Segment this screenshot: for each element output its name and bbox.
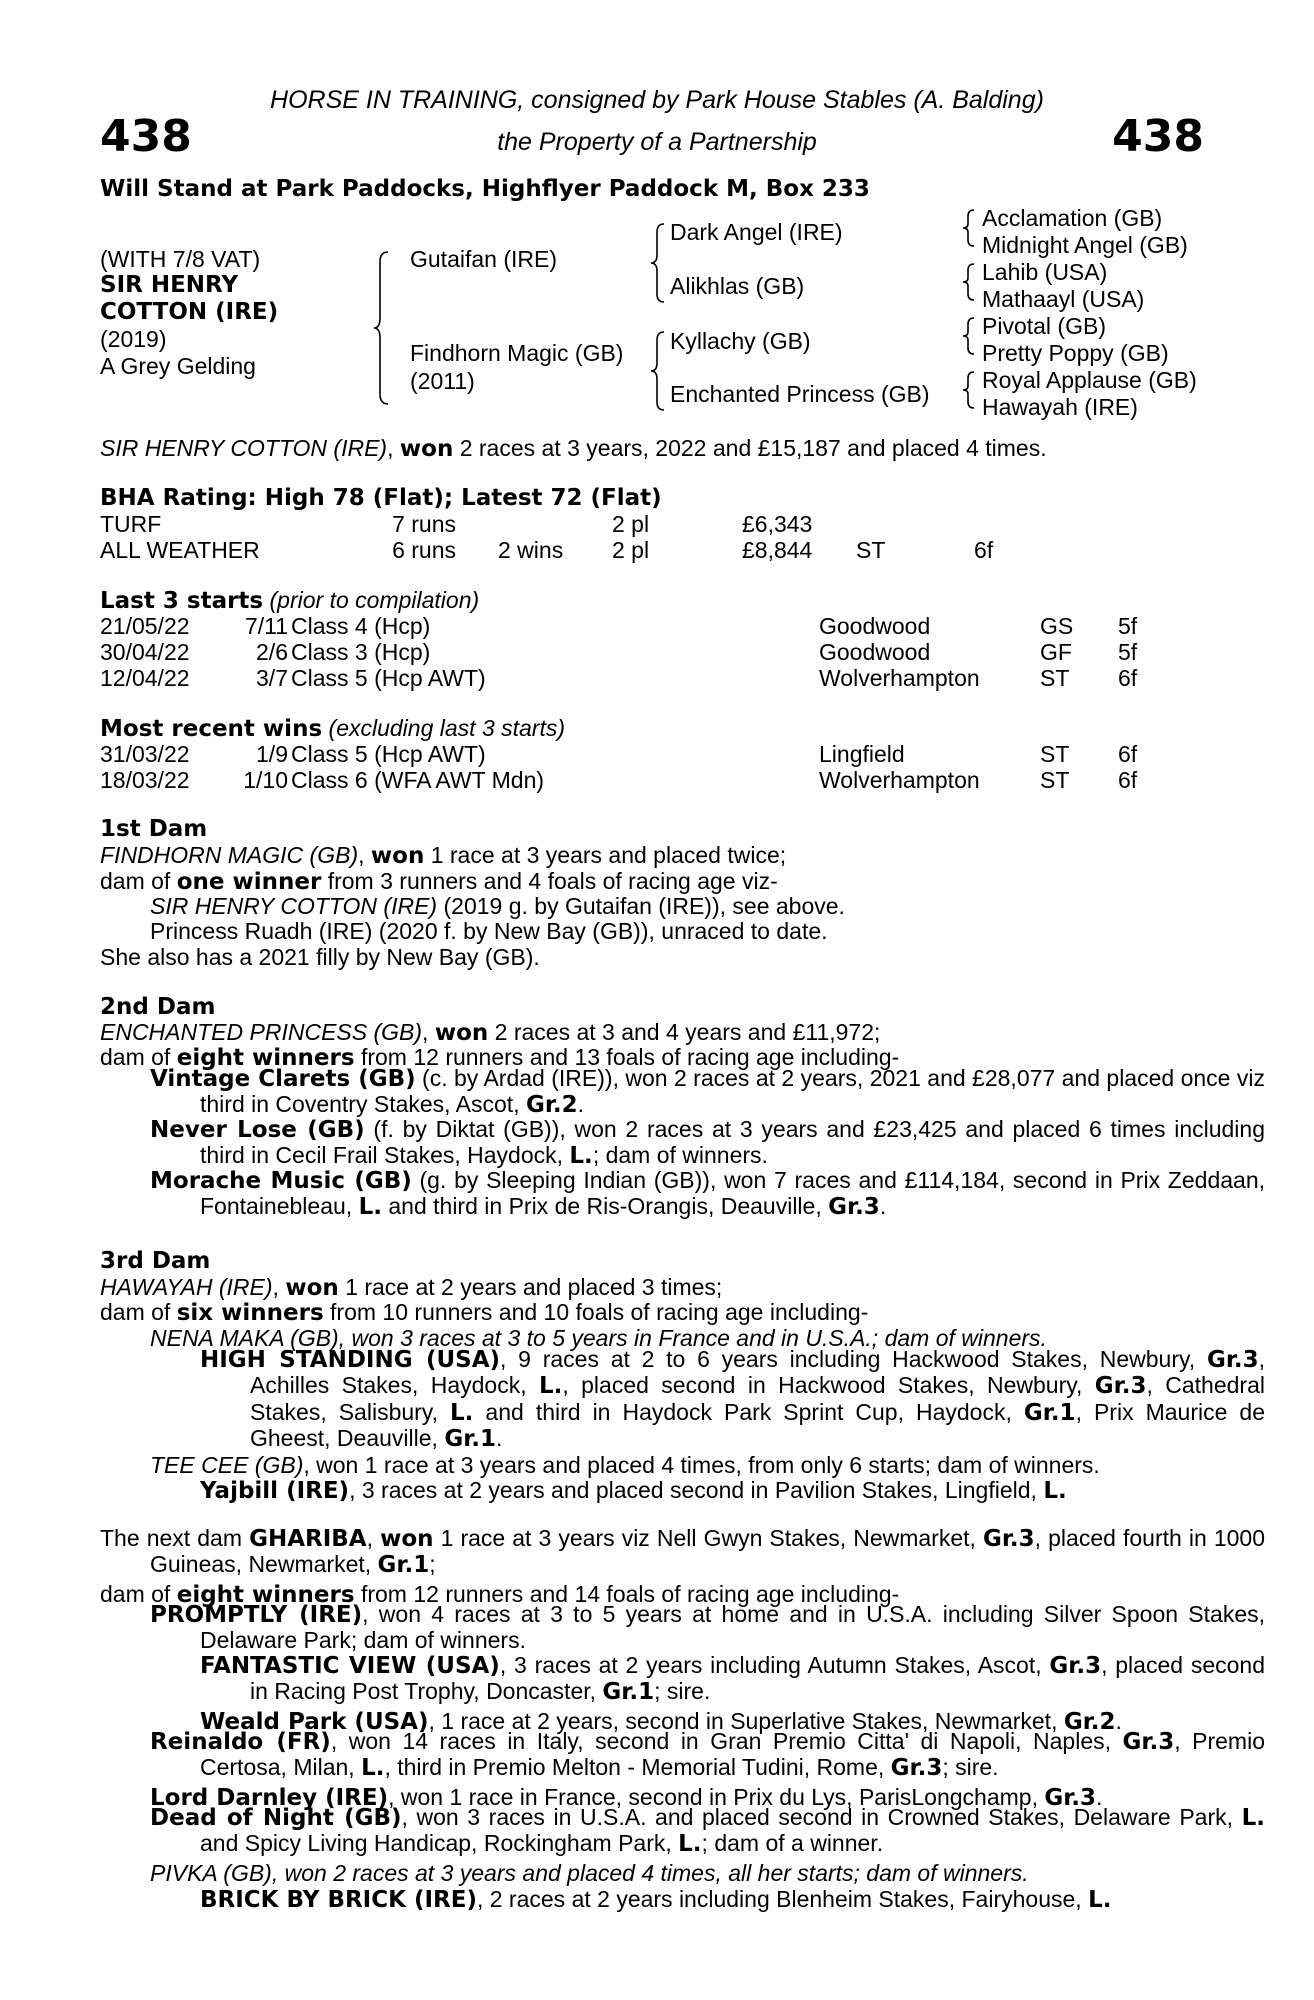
dam3-foal-nena-maka: NENA MAKA (GB), won 3 races at 3 to 5 years in France and in U.S.A.; dam of winners. — [150, 1325, 1047, 1351]
dam1-foal-1-name: SIR HENRY COTTON (IRE) — [150, 893, 438, 919]
next-dam-won: won — [380, 1526, 434, 1552]
grade: Gr.3 — [1206, 1347, 1259, 1373]
horse-name-line2: COTTON (IRE) — [100, 299, 279, 325]
foal-text: , 3 races at 2 years and placed second in Pavilion Stakes, Lingfield, — [349, 1477, 1044, 1503]
foal-name: TEE CEE (GB) — [150, 1452, 304, 1478]
win-going: ST — [1040, 741, 1070, 767]
foal-end: . — [577, 1091, 585, 1118]
pedigree-g5: Pivotal (GB) — [982, 313, 1106, 339]
dam2-foal-morache-music — [150, 1168, 1265, 1221]
pedigree-main-brace — [372, 248, 392, 408]
foal-name: Vintage Clarets (GB) — [150, 1066, 416, 1092]
win-going: ST — [1040, 767, 1070, 793]
grade: Gr.3 — [828, 1194, 880, 1221]
next-dam-foal-reinaldo — [150, 1729, 1265, 1782]
foal-name: Dead of Night (GB) — [150, 1805, 402, 1831]
pedigree-g-brace-2 — [962, 262, 976, 302]
dam1-foal-2: Princess Ruadh (IRE) (2020 f. by New Bay (GB)), unraced to date. — [150, 918, 828, 944]
rating-prize: £8,844 — [742, 537, 813, 563]
start-date: 12/04/22 — [100, 665, 190, 691]
foal-text: and third in Prix de Ris-Orangis, Deauville, — [381, 1193, 829, 1220]
pedigree-sire: Gutaifan (IRE) — [410, 246, 557, 272]
dam1-produce-b: one winner — [176, 869, 322, 895]
pedigree-dam: Findhorn Magic (GB) — [410, 340, 624, 366]
next-dam-record: The next dam GHARIBA, won 1 race at 3 years viz Nell Gwyn Stakes, Newmarket, Gr.3, placed fourth in 1000 Guineas, Newmarket, Gr.1; — [100, 1525, 1266, 1579]
foal-text: , placed second in Hackwood Stakes, Newbury, — [562, 1372, 1095, 1399]
pedigree-dam-year: (2011) — [410, 368, 475, 394]
pedigree-g6: Pretty Poppy (GB) — [982, 340, 1169, 366]
last-starts-note: (prior to compilation) — [269, 587, 480, 613]
foal-text: , won 4 races at 3 to 5 years at home and in U.S.A. including Silver Spoon Stakes, Delaware Park; dam of winners. — [200, 1601, 1266, 1654]
start-race: Class 3 (Hcp) — [291, 639, 431, 665]
bha-rating-title: BHA Rating: High 78 (Flat); Latest 72 (Flat) — [100, 485, 662, 511]
dam2-record: ENCHANTED PRINCESS (GB), won 2 races at 3 and 4 years and £11,972; — [100, 1019, 881, 1046]
property-line: the Property of a Partnership — [497, 128, 817, 156]
foal-end: ; dam of winners. — [592, 1142, 768, 1169]
consignment-line: HORSE IN TRAINING, consigned by Park House Stables (A. Balding) — [270, 86, 1044, 114]
pedigree-g2: Midnight Angel (GB) — [982, 232, 1188, 258]
dam1-foal-1-rest: (2019 g. by Gutaifan (IRE)), see above. — [437, 893, 845, 919]
next-dam-intro: The next dam — [100, 1525, 250, 1551]
dam3-won: won — [285, 1275, 339, 1301]
grade: Gr.3 — [982, 1526, 1035, 1552]
listed: L. — [569, 1143, 593, 1170]
stand-location: Will Stand at Park Paddocks, Highflyer Paddock M, Box 233 — [100, 176, 870, 202]
foal-text: , Cathedral Stakes, Salisbury, — [250, 1372, 1265, 1425]
pedigree-dam-brace — [648, 330, 668, 412]
foal-name: FANTASTIC VIEW (USA) — [200, 1653, 500, 1679]
foal-name: PROMPTLY (IRE) — [150, 1602, 363, 1628]
grade: Gr.1 — [444, 1426, 497, 1453]
pedigree-sire-sire: Dark Angel (IRE) — [670, 219, 843, 245]
rating-placed: 2 pl — [612, 537, 650, 563]
foal-end: ; sire. — [942, 1754, 999, 1781]
foal-text: , 2 races at 2 years including Blenheim Stakes, Fairyhouse, — [476, 1886, 1089, 1912]
pedigree-g1: Acclamation (GB) — [982, 205, 1163, 231]
dam2-name: ENCHANTED PRINCESS (GB) — [100, 1019, 423, 1045]
foal-text: (c. by Ardad (IRE)), won 2 races at 2 years, 2021 and £28,077 and placed once viz third in Coventry Stakes, Ascot, — [200, 1065, 1265, 1118]
dam3-produce — [100, 1301, 868, 1325]
next-dam-produce-b: eight winners — [176, 1582, 355, 1608]
start-race: Class 4 (Hcp) — [291, 613, 431, 639]
start-pos: 2/6 — [256, 639, 288, 665]
start-dist: 5f — [1118, 639, 1138, 665]
win-date: 18/03/22 — [100, 767, 190, 793]
pedigree-g8: Hawayah (IRE) — [982, 394, 1138, 420]
recent-wins-note: (excluding last 3 starts) — [328, 715, 566, 741]
dam2-foal-vintage-clarets — [150, 1066, 1265, 1119]
foal-name: Reinaldo (FR) — [150, 1729, 331, 1755]
foal-name: Never Lose (GB) — [150, 1117, 365, 1143]
rating-placed: 2 pl — [612, 511, 650, 537]
start-going: GF — [1040, 639, 1072, 665]
dam3-title: 3rd Dam — [100, 1248, 211, 1274]
dam1-rest: 1 race at 3 years and placed twice; — [424, 842, 787, 868]
win-dist: 6f — [1118, 741, 1138, 767]
listed: L. — [678, 1831, 702, 1858]
pedigree-g-brace-4 — [962, 370, 976, 410]
lot-number-left: 438 — [100, 111, 192, 162]
start-race: Class 5 (Hcp AWT) — [291, 665, 486, 691]
foal-text: , won 1 race at 3 years and placed 4 times, from only 6 starts; dam of winners. — [303, 1452, 1100, 1478]
foal-text: , 1 race at 2 years, second in Superlative Stakes, Newmarket, — [428, 1708, 1064, 1734]
foal-text: , won 3 races in U.S.A. and placed second in Crowned Stakes, Delaware Park, — [401, 1804, 1242, 1830]
dam3-produce-b: six winners — [176, 1300, 324, 1326]
rating-wins: 2 wins — [498, 537, 564, 563]
foal-text: , Premio Certosa, Milan, — [200, 1728, 1265, 1781]
foal-end: . — [1096, 1784, 1103, 1810]
start-course: Goodwood — [819, 639, 931, 665]
win-course: Wolverhampton — [819, 767, 980, 793]
rating-surface: ALL WEATHER — [100, 537, 260, 563]
dam3-name: HAWAYAH (IRE) — [100, 1274, 273, 1300]
pedigree-dam-sire: Kyllachy (GB) — [670, 328, 811, 354]
grade: Gr.1 — [602, 1679, 655, 1706]
dam2-produce-b: eight winners — [176, 1045, 355, 1071]
next-dam-text: 1 race at 3 years viz Nell Gwyn Stakes, Newmarket, — [433, 1525, 983, 1551]
win-pos: 1/10 — [243, 767, 288, 793]
grade: Gr.3 — [1049, 1653, 1102, 1679]
foal-end: ; sire. — [654, 1678, 711, 1705]
dam3-foal-tee-cee — [150, 1454, 1100, 1477]
pedigree-dam-dam: Enchanted Princess (GB) — [670, 381, 930, 407]
rating-runs: 6 runs — [392, 537, 456, 563]
foal-text: , Prix Maurice de Gheest, Deauville, — [250, 1398, 1265, 1452]
start-dist: 6f — [1118, 665, 1138, 691]
dam1-record: FINDHORN MAGIC (GB), won 1 race at 3 years and placed twice; — [100, 842, 787, 869]
rating-runs: 7 runs — [392, 511, 456, 537]
last-starts-title: Last 3 starts — [100, 588, 264, 614]
rating-dist: 6f — [974, 537, 994, 563]
start-dist: 5f — [1118, 613, 1138, 639]
dam2-won: won — [434, 1020, 489, 1046]
next-dam-produce-c: from 12 runners and 14 foals of racing age including- — [354, 1581, 900, 1607]
listed: L. — [361, 1755, 385, 1782]
pedigree-g3: Lahib (USA) — [982, 259, 1108, 285]
listed: L. — [538, 1373, 563, 1400]
dam1-won: won — [370, 843, 425, 869]
foal-end: . — [879, 1193, 887, 1220]
rating-surface: TURF — [100, 511, 162, 537]
dam2-title: 2nd Dam — [100, 994, 216, 1020]
pedigree-g7: Royal Applause (GB) — [982, 367, 1197, 393]
foal-name: Yajbill (IRE) — [200, 1478, 350, 1504]
win-race: Class 6 (WFA AWT Mdn) — [291, 767, 545, 793]
grade: Gr.3 — [1122, 1729, 1175, 1755]
next-dam-name: GHARIBA — [249, 1526, 367, 1552]
foal-name: Lord Darnley (IRE) — [150, 1785, 389, 1811]
race-summary: SIR HENRY COTTON (IRE), won 2 races at 3 years, 2022 and £15,187 and placed 4 times. — [100, 435, 1047, 462]
foal-text: , third in Premio Melton - Memorial Tudini, Rome, — [384, 1754, 891, 1781]
dam1-foal-1 — [150, 895, 845, 918]
start-going: GS — [1040, 613, 1074, 639]
listed: L. — [450, 1399, 474, 1426]
win-pos: 1/9 — [256, 741, 288, 767]
summary-horse-name: SIR HENRY COTTON (IRE) — [100, 435, 388, 461]
dam1-produce-c: from 3 runners and 4 foals of racing age viz- — [321, 868, 778, 894]
listed: L. — [1241, 1805, 1265, 1831]
summary-won: won — [399, 436, 454, 462]
horse-name-line1: SIR HENRY — [100, 272, 239, 298]
recent-wins-title: Most recent wins — [100, 716, 323, 742]
lot-number-right: 438 — [1112, 111, 1204, 162]
dam2-rest: 2 races at 3 and 4 years and £11,972; — [488, 1019, 881, 1045]
next-dam-foal-promptly — [150, 1602, 1265, 1654]
grade: Gr.2 — [525, 1092, 578, 1119]
foal-text: , placed second in Racing Post Trophy, Doncaster, — [250, 1652, 1265, 1705]
horse-year: (2019) — [100, 326, 167, 352]
win-course: Lingfield — [819, 741, 905, 767]
next-dam-foal-brick-by-brick — [200, 1888, 1111, 1912]
next-dam-foal-dead-of-night — [150, 1805, 1265, 1858]
dam3-produce-a: dam of — [100, 1299, 177, 1325]
vat-note: (WITH 7/8 VAT) — [100, 246, 261, 272]
dam3-record: HAWAYAH (IRE), won 1 race at 2 years and placed 3 times; — [100, 1274, 723, 1301]
next-dam-foal-pivka: PIVKA (GB), won 2 races at 3 years and placed 4 times, all her starts; dam of winners. — [150, 1860, 1029, 1886]
rating-prize: £6,343 — [742, 511, 813, 537]
dam2-foal-never-lose — [150, 1117, 1265, 1170]
dam1-title: 1st Dam — [100, 816, 208, 842]
start-going: ST — [1040, 665, 1070, 691]
foal-text: , 9 races at 2 to 6 years including Hackwood Stakes, Newbury, — [500, 1346, 1207, 1372]
pedigree-g-brace-3 — [962, 316, 976, 356]
next-dam-foal-fantastic-view — [200, 1653, 1265, 1706]
grade: Gr.1 — [377, 1552, 430, 1579]
pedigree-g-brace-1 — [962, 208, 976, 248]
foal-end: . — [496, 1425, 503, 1452]
horse-description: A Grey Gelding — [100, 353, 256, 379]
start-pos: 3/7 — [256, 665, 288, 691]
foal-text: , 3 races at 2 years including Autumn Stakes, Ascot, — [499, 1652, 1050, 1678]
dam3-rest: 1 race at 2 years and placed 3 times; — [338, 1274, 723, 1300]
dam2-produce-a: dam of — [100, 1044, 177, 1070]
next-dam-text: , placed fourth in 1000 Guineas, Newmarket, — [150, 1525, 1266, 1578]
last-starts-heading — [100, 589, 479, 613]
next-dam-produce-a: dam of — [100, 1581, 177, 1607]
foal-name: Weald Park (USA) — [200, 1709, 429, 1735]
listed: L. — [1043, 1478, 1067, 1504]
dam3-foal-high-standing — [200, 1347, 1265, 1453]
start-date: 30/04/22 — [100, 639, 190, 665]
dam3-produce-c: from 10 runners and 10 foals of racing age including- — [323, 1299, 869, 1325]
foal-text: , Achilles Stakes, Haydock, — [250, 1346, 1266, 1399]
foal-text: , won 1 race in France, second in Prix du Lys, ParisLongchamp, — [388, 1784, 1045, 1810]
listed: L. — [358, 1194, 382, 1221]
grade: Gr.1 — [1023, 1399, 1076, 1426]
start-date: 21/05/22 — [100, 613, 190, 639]
grade: Gr.3 — [1044, 1785, 1097, 1811]
foal-text: and third in Haydock Park Sprint Cup, Haydock, — [473, 1398, 1024, 1425]
win-date: 31/03/22 — [100, 741, 190, 767]
rating-going: ST — [856, 537, 886, 563]
summary-rest: 2 races at 3 years, 2022 and £15,187 and placed 4 times. — [453, 435, 1047, 461]
recent-wins-heading — [100, 717, 565, 741]
foal-end: . — [1115, 1708, 1122, 1734]
start-pos: 7/11 — [244, 613, 288, 639]
grade: Gr.3 — [890, 1755, 943, 1782]
dam1-name: FINDHORN MAGIC (GB) — [100, 842, 359, 868]
foal-name: HIGH STANDING (USA) — [200, 1347, 501, 1373]
foal-text: (g. by Sleeping Indian (GB)), won 7 races and £114,184, second in Prix Zeddaan, Fontainebleau, — [200, 1167, 1265, 1220]
foal-name: Morache Music (GB) — [150, 1168, 412, 1194]
foal-end: ; dam of a winner. — [701, 1830, 884, 1857]
dam1-produce — [100, 870, 778, 894]
pedigree-sire-brace — [648, 222, 668, 304]
dam1-foal-3: She also has a 2021 filly by New Bay (GB). — [100, 944, 540, 970]
dam2-produce-c: from 12 runners and 13 foals of racing age including- — [354, 1044, 900, 1070]
start-course: Wolverhampton — [819, 665, 980, 691]
dam3-foal-yajbill — [200, 1479, 1067, 1503]
next-dam-text: ; — [429, 1551, 436, 1578]
foal-name: BRICK BY BRICK (IRE) — [200, 1887, 477, 1913]
dam1-produce-a: dam of — [100, 868, 177, 894]
start-course: Goodwood — [819, 613, 931, 639]
listed: L. — [1088, 1887, 1112, 1913]
foal-text: and Spicy Living Handicap, Rockingham Park, — [200, 1830, 679, 1857]
win-dist: 6f — [1118, 767, 1138, 793]
pedigree-sire-dam: Alikhlas (GB) — [670, 273, 805, 299]
win-race: Class 5 (Hcp AWT) — [291, 741, 486, 767]
pedigree-g4: Mathaayl (USA) — [982, 286, 1145, 312]
foal-text: (f. by Diktat (GB)), won 2 races at 3 years and £23,425 and placed 6 times including third in Cecil Frail Stakes, Haydock, — [200, 1116, 1266, 1169]
foal-text: , won 14 races in Italy, second in Gran Premio Citta' di Napoli, Naples, — [330, 1728, 1123, 1754]
grade: Gr.3 — [1094, 1373, 1147, 1400]
grade: Gr.2 — [1063, 1709, 1116, 1735]
